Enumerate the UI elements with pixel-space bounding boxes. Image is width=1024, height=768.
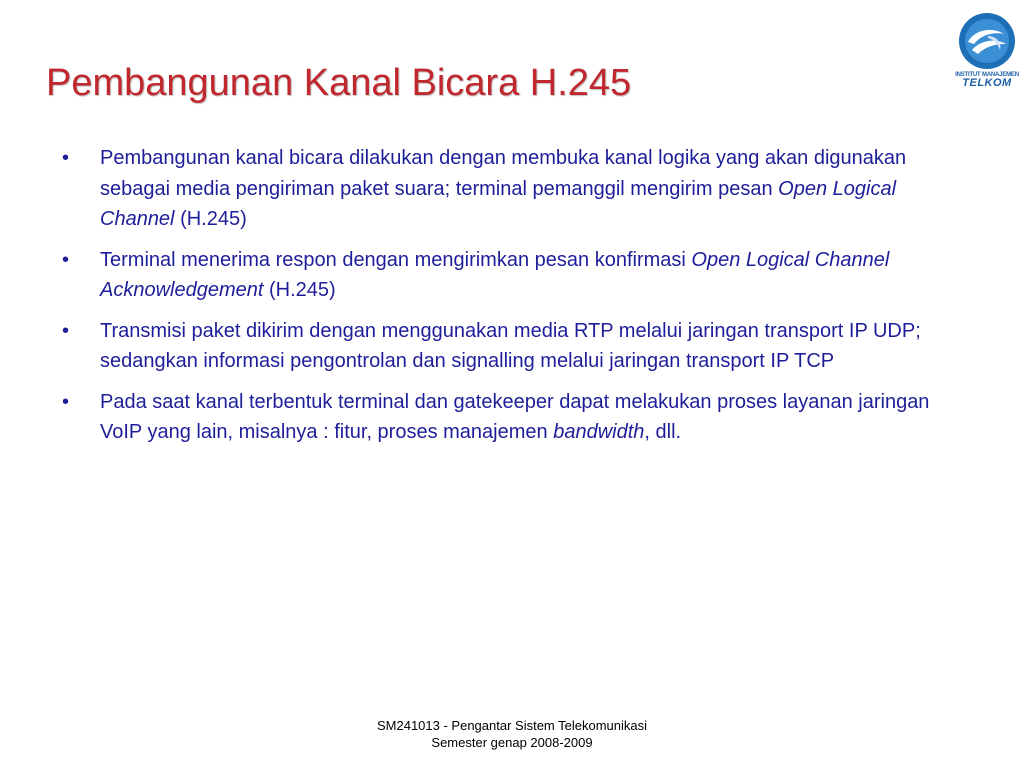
bullet-item-2 <box>62 245 962 306</box>
bullet-4-text-end: , dll. <box>644 421 682 443</box>
bullet-dot-icon: • <box>62 390 70 413</box>
bullet-dot-icon: • <box>62 147 70 169</box>
logo-institute-text: INSTITUT MANAJEMEN <box>955 72 1019 78</box>
bullet-list <box>62 143 962 458</box>
bullet-1-text: Pembangunan kanal bicara dilakukan dengan membuka kanal logika yang akan digunakan sebagai media pengiriman paket suara; terminal pemanggil mengirim pesan <box>100 147 907 200</box>
bullet-dot-icon: • <box>62 248 70 271</box>
bullet-3-text: Transmisi paket dikirim dengan menggunakan media RTP melalui jaringan transport IP UDP; sedangkan informasi pengontrolan dan signalling melalui jaringan transport IP TCP <box>100 319 921 372</box>
bullet-1-italic: Open Logical Channel <box>100 177 897 230</box>
bullet-2-text: Terminal menerima respon dengan mengirimkan pesan konfirmasi <box>100 248 692 271</box>
bullet-2-italic: Open Logical Channel Acknowledgement <box>100 248 890 301</box>
footer-course: SM241013 - Pengantar Sistem Telekomunikasi <box>376 718 648 733</box>
telkom-swirl-icon <box>958 12 1016 70</box>
bullet-dot-icon: • <box>62 319 70 342</box>
bullet-item-4 <box>62 387 962 448</box>
slide-title: Pembangunan Kanal Bicara H.245 <box>46 62 632 104</box>
bullet-2-text-end: (H.245) <box>263 279 336 301</box>
footer-semester: Semester genap 2008-2009 <box>431 735 593 750</box>
logo-telkom-text: TELKOM <box>962 77 1012 89</box>
bullet-1-text-end: (H.245) <box>174 208 247 230</box>
telkom-logo <box>954 12 1020 94</box>
bullet-item-1 <box>62 143 962 235</box>
bullet-4-text: Pada saat kanal terbentuk terminal dan gatekeeper dapat melakukan proses layanan jaringan VoIP yang lain, misalnya : fitur, proses manajemen <box>100 390 930 443</box>
bullet-4-italic: bandwidth <box>553 421 645 443</box>
slide-footer <box>332 717 692 751</box>
bullet-item-3 <box>62 316 962 377</box>
